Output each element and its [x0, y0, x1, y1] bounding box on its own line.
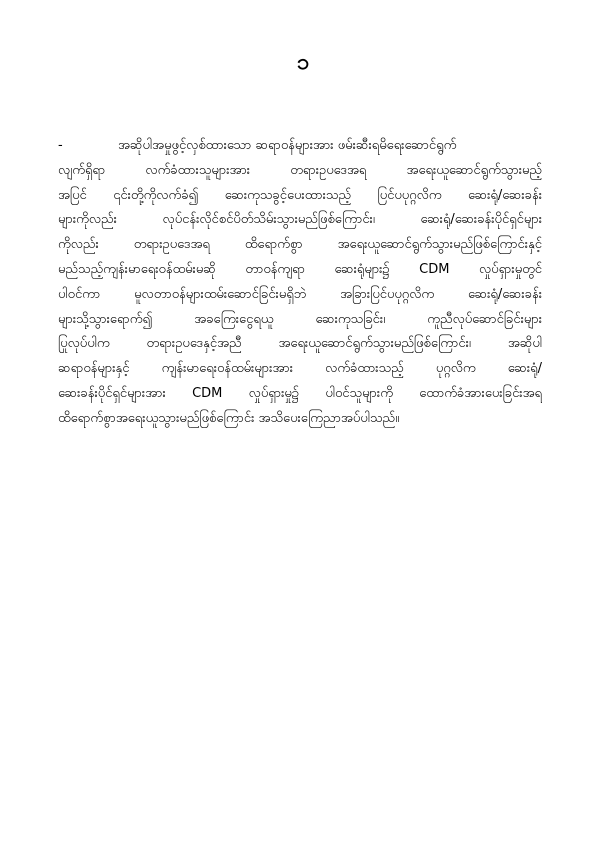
- paragraph-line-1: [58, 134, 542, 159]
- page-number: ၁: [296, 50, 310, 75]
- line-text: အဆိုပါအမှုဖွင့်လှစ်ထားသော ဆရာဝန်များအား ဖမ်းဆီးရမိရေးဆောင်ရွက်: [118, 138, 457, 153]
- paragraph-line-9: ပြုလုပ်ပါက တရားဥပဒေနှင့်အညီ အရေးယူဆောင်ရွက်သွားမည်ဖြစ်ကြောင်း၊ အဆိုပါ: [58, 336, 542, 352]
- paragraph-line-4: များကိုလည်း လုပ်ငန်းလိုင်စင်ပိတ်သိမ်းသွားမည်ဖြစ်ကြောင်း၊ ဆေးရုံ/ဆေးခန်းပိုင်ရှင်များ: [58, 212, 542, 228]
- bullet-dash: -: [58, 138, 63, 153]
- paragraph-line-7: ပါဝင်ကာ မူလတာဝန်များထမ်းဆောင်ခြင်းမရှိဘဲ အခြားပြင်ပပုဂ္ဂလိက ဆေးရုံ/ဆေးခန်း: [58, 286, 542, 302]
- paragraph-line-2: လျက်ရှိရာ လက်ခံထားသူများအား တရားဥပဒေအရ အရေးယူဆောင်ရွက်သွားမည့်: [58, 162, 542, 178]
- paragraph-line-10: ဆရာဝန်များနှင့် ကျန်းမာရေးဝန်ထမ်းများအား လက်ခံထားသည့် ပုဂ္ဂလိက ဆေးရုံ/: [58, 361, 542, 377]
- body-paragraph: [58, 134, 542, 432]
- paragraph-line-3: အပြင် ၎င်းတို့ကိုလက်ခံ၍ ဆေးကုသခွင့်ပေးထားသည့် ပြင်ပပုဂ္ဂလိက ဆေးရုံ/ဆေးခန်း: [58, 187, 542, 203]
- paragraph-line-5: ကိုလည်း တရားဥပဒေအရ ထိရောက်စွာ အရေးယူဆောင်ရွက်သွားမည်ဖြစ်ကြောင်းနှင့်: [58, 237, 542, 253]
- paragraph-line-8: များသို့သွားရောက်၍ အခကြေးငွေရယူ ဆေးကုသခြင်း၊ ကူညီလုပ်ဆောင်ခြင်းများ: [58, 311, 542, 327]
- paragraph-line-12: ထိရောက်စွာအရေးယူသွားမည်ဖြစ်ကြောင်း အသိပေးကြေညာအပ်ပါသည်။: [58, 410, 400, 426]
- paragraph-line-6: မည်သည့်ကျန်းမာရေးဝန်ထမ်းမဆို တာဝန်ကျရာ ဆေးရုံများ၌ CDM လှုပ်ရှားမှုတွင်: [58, 261, 542, 277]
- paragraph-line-11: ဆေးခန်းပိုင်ရှင်များအား CDM လှုပ်ရှားမှု၌ ပါဝင်သူများကို ထောက်ခံအားပေးခြင်းအရ: [58, 385, 542, 401]
